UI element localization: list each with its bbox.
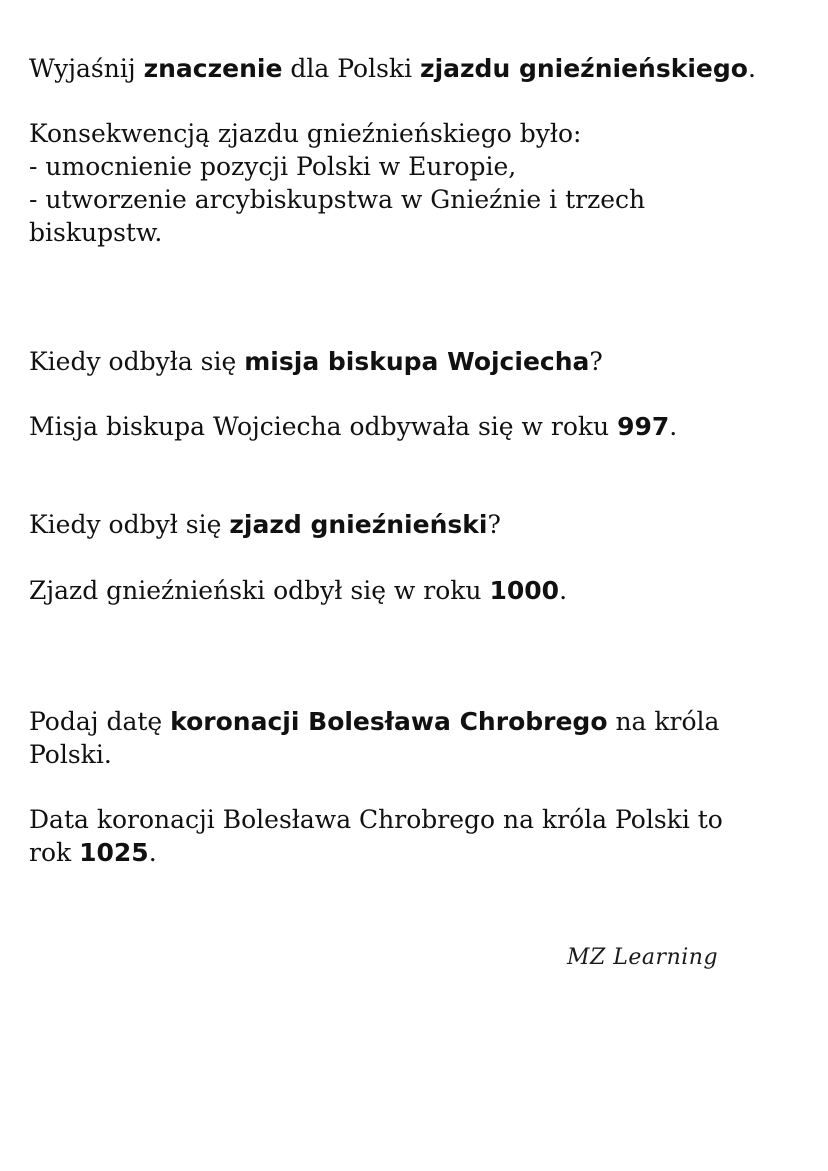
answer-4-text: Data koronacji Bolesława Chrobrego na króla Polski to xyxy=(29,805,723,834)
question-3-bold-term: zjazd gnieźnieński xyxy=(229,510,488,539)
answer-1-line: Konsekwencją zjazdu gnieźnieńskiego było: xyxy=(29,119,582,148)
question-1-bold-term: zjazdu gnieźnieńskiego xyxy=(420,54,748,83)
question-1-text: Wyjaśnij xyxy=(29,54,144,83)
question-1 xyxy=(29,52,799,85)
answer-3-text: Zjazd gnieźnieński odbył się w roku xyxy=(29,576,490,605)
answer-2-year: 997 xyxy=(617,412,670,441)
answer-2-punctuation: . xyxy=(669,412,678,441)
answer-4-punctuation: . xyxy=(148,838,157,867)
question-2-bold-term: misja biskupa Wojciecha xyxy=(244,347,590,376)
signature-logo: MZ Learning xyxy=(567,945,719,970)
question-4 xyxy=(29,705,799,771)
question-2 xyxy=(29,345,799,378)
question-4-bold-term: koronacji Bolesława Chrobrego xyxy=(170,707,608,736)
question-1-punctuation: . xyxy=(747,54,756,83)
answer-1 xyxy=(29,117,799,249)
answer-2 xyxy=(29,410,799,443)
answer-4-text: rok xyxy=(29,838,80,867)
question-1-text: dla Polski xyxy=(282,54,421,83)
answer-3-punctuation: . xyxy=(559,576,568,605)
answer-3 xyxy=(29,574,799,607)
question-4-text: na króla xyxy=(607,707,720,736)
question-1-bold-term: znaczenie xyxy=(143,54,283,83)
answer-1-line: - umocnienie pozycji Polski w Europie, xyxy=(29,152,517,181)
answer-3-year: 1000 xyxy=(489,576,560,605)
answer-4 xyxy=(29,803,799,869)
answer-2-text: Misja biskupa Wojciecha odbywała się w roku xyxy=(29,412,618,441)
answer-4-year: 1025 xyxy=(79,838,149,867)
question-4-text: Podaj datę xyxy=(29,707,171,736)
question-4-text: Polski. xyxy=(29,740,112,769)
question-2-text: Kiedy odbyła się xyxy=(29,347,245,376)
answer-1-line: - utworzenie arcybiskupstwa w Gnieźnie i trzech xyxy=(29,185,646,214)
question-3-punctuation: ? xyxy=(487,510,501,539)
question-3 xyxy=(29,508,799,541)
question-3-text: Kiedy odbył się xyxy=(29,510,230,539)
question-2-punctuation: ? xyxy=(589,347,603,376)
answer-1-line: biskupstw. xyxy=(29,218,163,247)
